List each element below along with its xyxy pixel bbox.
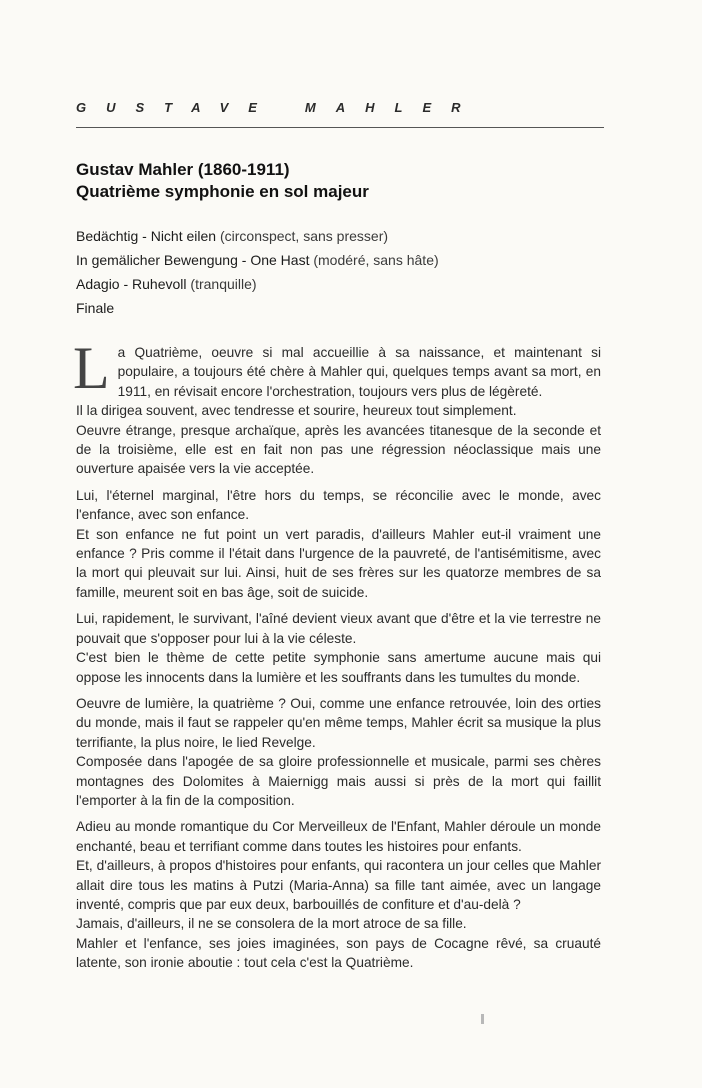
movement-list	[76, 224, 616, 320]
drop-cap: L	[73, 335, 110, 401]
header-rule	[76, 127, 604, 128]
paragraph: Adieu au monde romantique du Cor Merveilleux de l'Enfant, Mahler déroule un monde enchanté, beau et terrifiant comme dans toutes les histoires pour enfants.	[76, 819, 601, 854]
running-head-first-name: GUSTAVE	[76, 100, 277, 115]
running-head-last-name: MAHLER	[304, 100, 481, 115]
title-work: Quatrième symphonie en sol majeur	[76, 182, 369, 201]
paragraph: Et, d'ailleurs, à propos d'histoires pour enfants, qui racontera un jour celles que Mahler allait dire tous les matins à Putzi (Maria-Anna) sa fille tant aimée, avec un langage inventé, compris que par eux deux, barbouillés de confiture et d'au-delà ?	[76, 858, 601, 912]
paragraph	[73, 335, 601, 401]
movement-french-gloss: (tranquille)	[186, 276, 257, 292]
movement-item	[76, 296, 616, 320]
paragraph-text: a Quatrième, oeuvre si mal accueillie à sa naissance, et maintenant si populaire, a toujours été chère à Mahler qui, quelques temps avant sa mort, en 1911, en révisait encore l'orchestration, toujours vers plus de légèreté.	[117, 345, 601, 399]
movement-french-gloss: (circonspect, sans presser)	[216, 228, 389, 244]
scan-speck	[481, 1014, 484, 1024]
movement-item	[76, 248, 616, 272]
movement-item	[76, 272, 616, 296]
paragraph: Il la dirigea souvent, avec tendresse et sourire, heureux tout simplement.	[76, 403, 517, 419]
movement-german-title: Bedächtig - Nicht eilen	[76, 228, 217, 244]
paragraph: Oeuvre de lumière, la quatrième ? Oui, comme une enfance retrouvée, loin des orties du monde, mais il faut se rappeler qu'en même temps, Mahler écrit sa musique la plus terrifiante, la plus noire, le lied Revelge.	[76, 695, 601, 750]
paragraph: Composée dans l'apogée de sa gloire professionnelle et musicale, parmi ses chères montagnes des Dolomites à Maiernigg mais aussi si près de la mort qui faillit l'emporter à la fin de la composition.	[76, 754, 601, 808]
movement-german-title: In gemälicher Bewengung - One Hast	[76, 252, 310, 268]
title-composer: Gustav Mahler (1860-1911)	[76, 160, 290, 179]
movement-item	[76, 224, 616, 248]
paragraph: C'est bien le thème de cette petite symphonie sans amertume aucune mais qui oppose les innocents dans la lumière et les souffrants dans les tumultes du monde.	[76, 650, 601, 685]
page-title	[76, 159, 616, 203]
movement-french-gloss: (modéré, sans hâte)	[309, 252, 439, 268]
paragraph: Jamais, d'ailleurs, il ne se consolera de la mort atroce de sa fille.	[76, 916, 467, 932]
paragraph: Mahler et l'enfance, ses joies imaginées, son pays de Cocagne rêvé, sa cruauté latente, son ironie aboutie : tout cela c'est la Quatrième.	[76, 935, 601, 971]
paragraph: Lui, rapidement, le survivant, l'aîné devient vieux avant que d'être et la vie terrestre ne pouvait que s'opposer pour lui à la vie céleste.	[76, 611, 601, 646]
paragraph: Oeuvre étrange, presque archaïque, après les avancées titanesque de la seconde et de la troisième, elle est en fait non pas une régression néoclassique mais une ouverture apaisée vers la vie acceptée.	[76, 422, 601, 477]
movement-german-title: Adagio - Ruhevoll	[76, 276, 187, 292]
paragraph: Et son enfance ne fut point un vert paradis, d'ailleurs Mahler eut-il vraiment une enfance ? Pris comme il l'était dans l'urgence de la pauvreté, de l'antisémitisme, avec la mort qui pleuvait sur lui. Ainsi, huit de ses frères sur les quatorze membres de sa famille, meurent soit en bas âge, soit de suicide.	[76, 526, 601, 600]
paragraph: Lui, l'éternel marginal, l'être hors du temps, se réconcilie avec le monde, avec l'enfance, avec son enfance.	[76, 487, 601, 523]
body-text	[73, 335, 601, 973]
running-head	[76, 100, 481, 115]
movement-german-title: Finale	[76, 300, 115, 316]
